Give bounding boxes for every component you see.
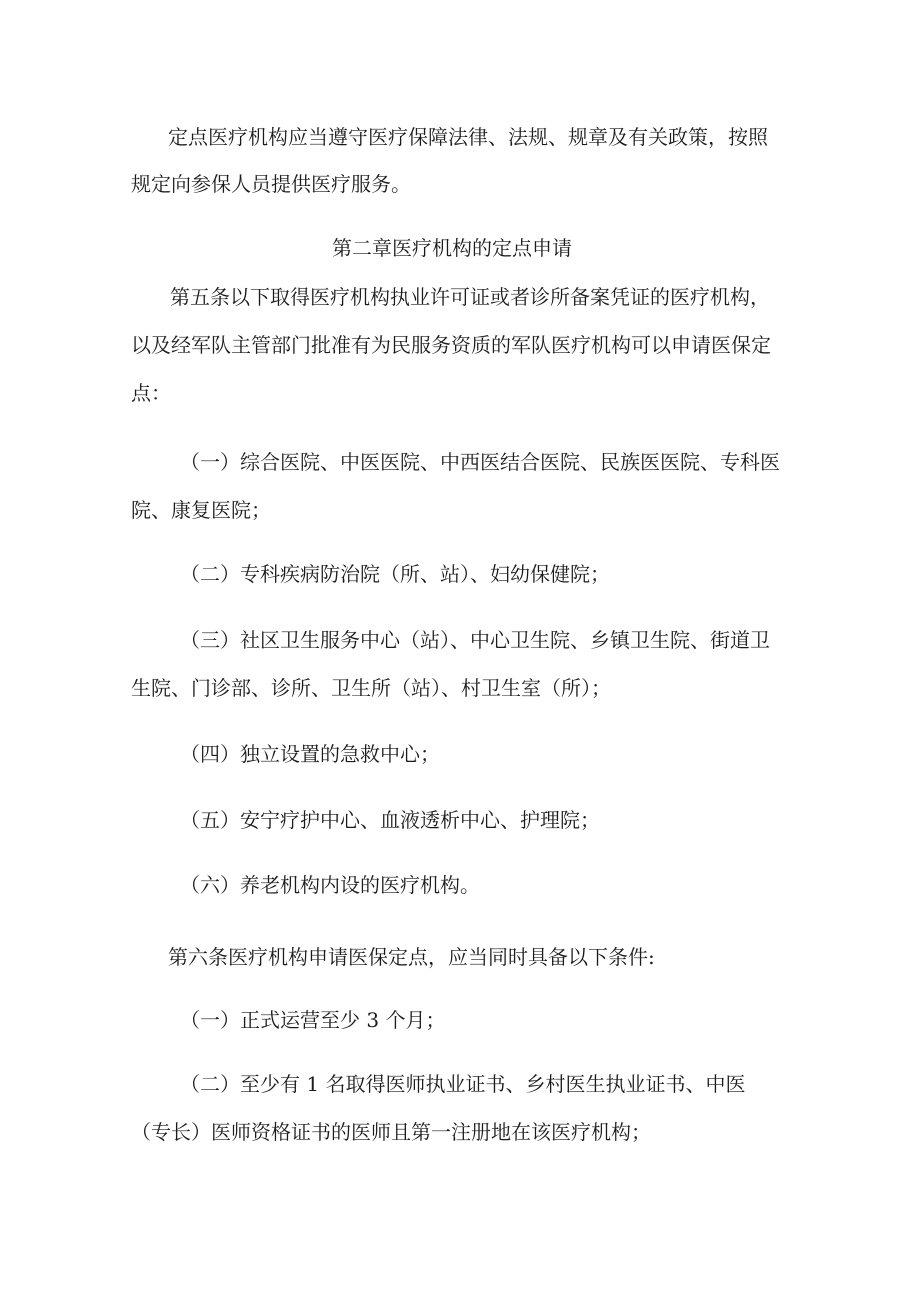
paragraph-line: 定点医疗机构应当遵守医疗保障法律、法规、规章及有关政策，按照	[168, 125, 768, 149]
condition-2: （二）至少有 1 名取得医师执业证书、乡村医生执业证书、中医	[180, 1072, 746, 1096]
list-item-6: （六）养老机构内设的医疗机构。	[180, 873, 480, 897]
condition-1: （一）正式运营至少 3 个月；	[180, 1008, 446, 1032]
list-item-4: （四）独立设置的急救中心；	[180, 742, 440, 766]
list-item-2: （二）专科疾病防治院（所、站）、妇幼保健院；	[180, 562, 610, 586]
article-5-line: 以及经军队主管部门批准有为民服务资质的军队医疗机构可以申请医保定	[131, 333, 771, 357]
article-5-line: 第五条以下取得医疗机构执业许可证或者诊所备案凭证的医疗机构，	[170, 285, 770, 309]
chapter-title: 第二章医疗机构的定点申请	[332, 236, 572, 260]
article-6: 第六条医疗机构申请医保定点，应当同时具备以下条件:	[168, 945, 655, 969]
condition-2-cont: （专长）医师资格证书的医师且第一注册地在该医疗机构；	[131, 1120, 651, 1144]
list-item-5: （五）安宁疗护中心、血液透析中心、护理院；	[180, 808, 600, 832]
list-item-1-cont: 院、康复医院；	[131, 498, 271, 522]
list-item-3: （三）社区卫生服务中心（站）、中心卫生院、乡镇卫生院、街道卫	[180, 628, 770, 652]
paragraph-line: 规定向参保人员提供医疗服务。	[131, 172, 411, 196]
list-item-3-cont: 生院、门诊部、诊所、卫生所（站）、村卫生室（所）；	[131, 676, 611, 700]
article-5-line: 点：	[131, 381, 171, 405]
list-item-1: （一）综合医院、中医医院、中西医结合医院、民族医医院、专科医	[180, 450, 780, 474]
